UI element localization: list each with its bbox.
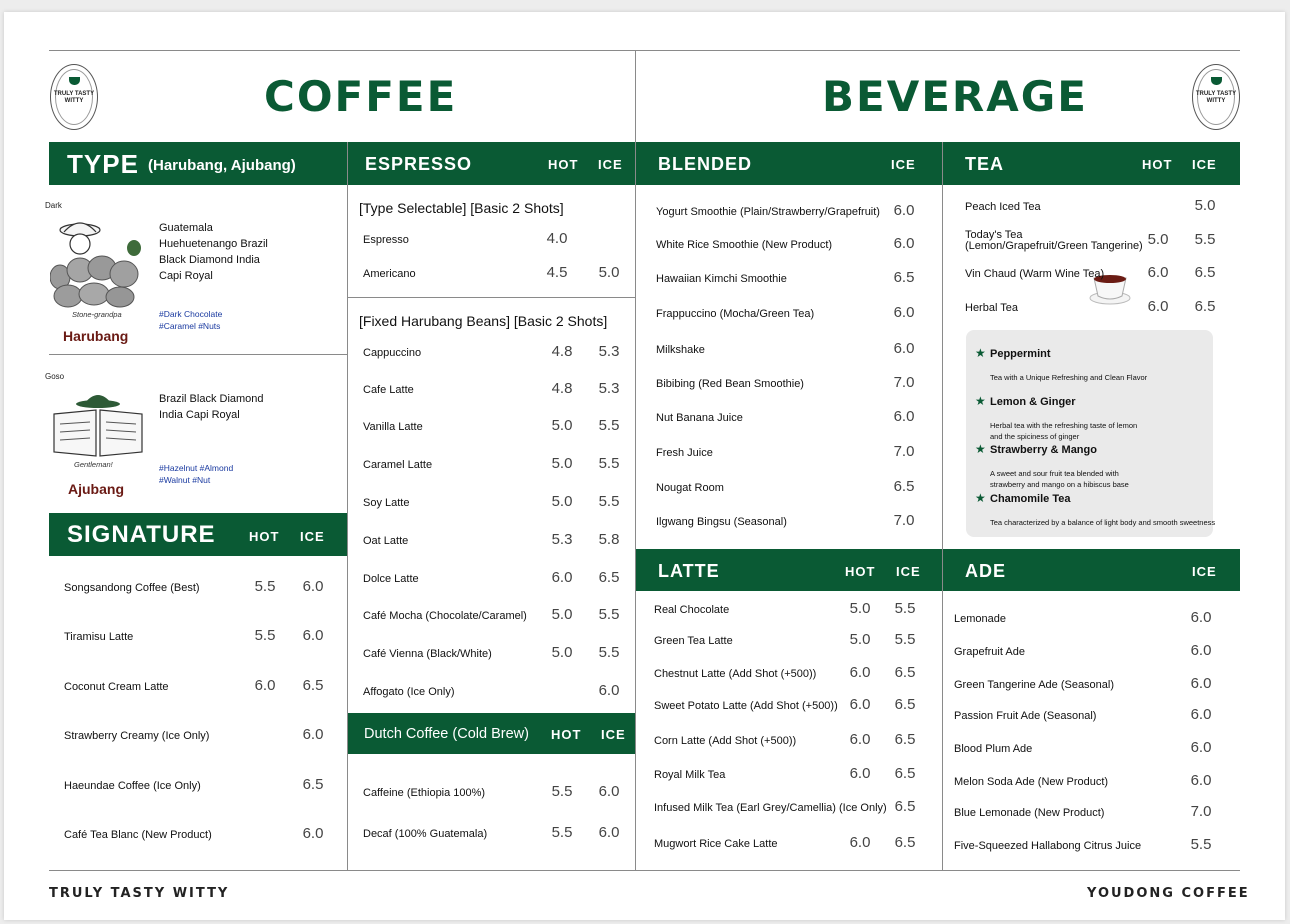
dark-bean-list — [159, 220, 268, 284]
menu-item-name: Yogurt Smoothie (Plain/Strawberry/Grapefruit) — [656, 206, 880, 218]
ice-price: 5.5 — [1190, 836, 1212, 853]
menu-item-name: Affogato (Ice Only) — [363, 686, 455, 698]
menu-item-name: Dolce Latte — [363, 573, 419, 585]
menu-item-name: Real Chocolate — [654, 604, 730, 616]
menu-item-name: Oat Latte — [363, 535, 409, 547]
menu-item-name: Soy Latte — [363, 497, 410, 509]
ade-bar — [943, 549, 1240, 591]
bean-name: Brazil Black Diamond — [159, 393, 264, 405]
hot-price: 6.0 — [849, 765, 871, 782]
latte-bar — [636, 549, 942, 591]
star-icon: ★ — [975, 346, 986, 360]
menu-item-name: Caffeine (Ethiopia 100%) — [363, 787, 486, 799]
ice-price: 6.5 — [1194, 298, 1216, 315]
menu-item-name: Chestnut Latte (Add Shot (+500)) — [654, 668, 817, 680]
divider-beverage — [942, 142, 943, 870]
divider-espresso-groups — [347, 297, 635, 298]
hot-price: 5.5 — [551, 824, 573, 841]
divider-coffee — [347, 142, 348, 870]
ice-label: ICE — [598, 157, 623, 172]
menu-item-name: Fresh Juice — [656, 447, 713, 459]
menu-item-name: Sweet Potato Latte (Add Shot (+500)) — [654, 700, 838, 712]
hot-price: 5.5 — [254, 578, 276, 595]
signature-bar — [49, 513, 347, 556]
ice-price: 6.0 — [893, 235, 915, 252]
tea-title: TEA — [965, 154, 1004, 174]
tea-bar — [943, 142, 1240, 185]
menu-item-name: Songsandong Coffee (Best) — [64, 582, 200, 594]
hot-price: 6.0 — [1147, 298, 1169, 315]
ice-price: 6.0 — [1190, 642, 1212, 659]
menu-item-name: Royal Milk Tea — [654, 769, 726, 781]
harubang-name: Harubang — [63, 328, 129, 344]
menu-item-name: Vanilla Latte — [363, 421, 423, 433]
ice-price: 6.0 — [1190, 772, 1212, 789]
dutch-bar — [348, 713, 635, 754]
ice-price: 6.0 — [1190, 739, 1212, 756]
menu-item-name: Milkshake — [656, 344, 705, 356]
ice-price: 7.0 — [893, 443, 915, 460]
ice-price: 6.5 — [302, 677, 324, 694]
hot-price: 5.0 — [1147, 231, 1169, 248]
herbal-tea-desc: strawberry and mango on a hibiscus base — [990, 480, 1129, 489]
hot-price: 4.8 — [551, 343, 573, 360]
gentleman-illustration — [50, 390, 146, 462]
dark-roast-label: Dark — [45, 201, 62, 210]
bean-name: Guatemala — [159, 222, 213, 234]
ice-price: 6.5 — [893, 269, 915, 286]
espresso-bar — [348, 142, 635, 185]
ice-price: 5.5 — [598, 606, 620, 623]
ice-price: 5.5 — [598, 417, 620, 434]
hot-label: HOT — [1142, 157, 1173, 172]
ice-label: ICE — [891, 157, 916, 172]
beverage-header: BEVERAGE — [822, 72, 1088, 121]
flavor-tag: #Hazelnut #Almond — [159, 463, 234, 473]
espresso-title: ESPRESSO — [365, 154, 473, 174]
type-title: TYPE — [67, 149, 139, 179]
brand-seal-left — [50, 64, 98, 130]
top-rule — [49, 50, 1240, 51]
ice-price: 5.3 — [598, 343, 620, 360]
hot-price: 6.0 — [849, 696, 871, 713]
hot-price: 5.0 — [849, 600, 871, 617]
seal-text: TRULY TASTY WITTY — [53, 91, 95, 104]
ice-label: ICE — [300, 529, 325, 544]
menu-item-name: Café Vienna (Black/White) — [363, 648, 492, 660]
ice-price: 6.5 — [894, 834, 916, 851]
ice-price: 6.0 — [598, 682, 620, 699]
ice-price: 6.5 — [598, 569, 620, 586]
ice-price: 5.3 — [598, 380, 620, 397]
herbal-tea-name: Strawberry & Mango — [990, 444, 1097, 456]
seal-text: TRULY TASTY WITTY — [1195, 91, 1237, 104]
ice-price: 6.0 — [893, 304, 915, 321]
menu-item-name: Bibibing (Red Bean Smoothie) — [656, 378, 804, 390]
herbal-tea-desc: A sweet and sour fruit tea blended with — [990, 469, 1119, 478]
hot-price: 4.8 — [551, 380, 573, 397]
ice-price: 6.0 — [598, 783, 620, 800]
ice-price: 6.0 — [1190, 609, 1212, 626]
menu-item-name: Café Mocha (Chocolate/Caramel) — [363, 610, 527, 622]
menu-item-name: Blood Plum Ade — [954, 743, 1033, 755]
menu-item-name: Hawaiian Kimchi Smoothie — [656, 273, 787, 285]
ice-price: 6.5 — [894, 731, 916, 748]
menu-item-name: Mugwort Rice Cake Latte — [654, 838, 778, 850]
hot-price: 4.5 — [546, 264, 568, 281]
herbal-tea-desc: Tea with a Unique Refreshing and Clean Flavor — [990, 373, 1148, 382]
star-icon: ★ — [975, 442, 986, 456]
menu-item-name: Vin Chaud (Warm Wine Tea) — [965, 268, 1105, 280]
latte-title: LATTE — [658, 561, 720, 581]
menu-item-name: Cappuccino — [363, 347, 422, 359]
ajubang-name: Ajubang — [68, 481, 124, 497]
hot-price: 6.0 — [551, 569, 573, 586]
ice-price: 6.0 — [302, 825, 324, 842]
divider-type — [49, 354, 347, 355]
hot-price: 5.0 — [551, 606, 573, 623]
dark-flavor-tags — [159, 308, 222, 332]
hot-price: 5.0 — [551, 455, 573, 472]
menu-item-name: Passion Fruit Ade (Seasonal) — [954, 710, 1097, 722]
hot-price: 6.0 — [849, 731, 871, 748]
menu-item-name: Five-Squeezed Hallabong Citrus Juice — [954, 840, 1142, 852]
menu-item-name: Green Tangerine Ade (Seasonal) — [954, 679, 1115, 691]
stone-grandpa-illustration — [50, 222, 150, 322]
ade-title: ADE — [965, 561, 1007, 581]
hot-price: 5.0 — [849, 631, 871, 648]
ice-price: 6.5 — [302, 776, 324, 793]
ice-price: 6.5 — [894, 664, 916, 681]
hot-label: HOT — [249, 529, 280, 544]
ice-price: 6.0 — [302, 578, 324, 595]
ice-price: 7.0 — [1190, 803, 1212, 820]
brand-seal-right — [1192, 64, 1240, 130]
ice-price: 6.0 — [893, 340, 915, 357]
menu-item-name: Blue Lemonade (New Product) — [954, 807, 1105, 819]
footer-left: TRULY TASTY WITTY — [49, 886, 230, 901]
menu-item-name: Americano — [363, 268, 416, 280]
bean-name: Huehuetenango Brazil — [159, 238, 268, 250]
type-subtitle: (Harubang, Ajubang) — [148, 157, 296, 174]
ice-price: 6.5 — [894, 765, 916, 782]
ice-price: 5.8 — [598, 531, 620, 548]
menu-item-name: Ilgwang Bingsu (Seasonal) — [656, 516, 787, 528]
flavor-tag: #Dark Chocolate — [159, 309, 223, 319]
menu-item-name: Decaf (100% Guatemala) — [363, 828, 488, 840]
herbal-tea-desc: and the spiciness of ginger — [990, 432, 1080, 441]
menu-item-name: Café Tea Blanc (New Product) — [64, 829, 212, 841]
menu-item-name: Today's Tea — [965, 229, 1023, 241]
herbal-tea-name: Chamomile Tea — [990, 493, 1071, 505]
menu-item-name: Corn Latte (Add Shot (+500)) — [654, 735, 797, 747]
menu-item-name: Espresso — [363, 234, 409, 246]
flavor-tag: #Walnut #Nut — [159, 475, 211, 485]
ice-price: 6.5 — [1194, 264, 1216, 281]
ice-price: 5.5 — [598, 493, 620, 510]
ice-price: 6.0 — [1190, 706, 1212, 723]
ice-price: 7.0 — [893, 374, 915, 391]
signature-title: SIGNATURE — [67, 521, 216, 548]
herbal-tea-name: Peppermint — [990, 348, 1051, 360]
bean-name: Capi Royal — [159, 270, 213, 282]
hot-price: 6.0 — [849, 664, 871, 681]
menu-item-name: Grapefruit Ade — [954, 646, 1025, 658]
type-bar — [49, 142, 347, 185]
hot-price: 5.5 — [551, 783, 573, 800]
bean-name: Black Diamond India — [159, 254, 260, 266]
menu-item-name: White Rice Smoothie (New Product) — [656, 239, 833, 251]
star-icon: ★ — [975, 491, 986, 505]
ice-price: 5.0 — [1194, 197, 1216, 214]
ice-label: ICE — [896, 564, 921, 579]
menu-item-name: Tiramisu Latte — [64, 631, 134, 643]
ice-price: 5.0 — [598, 264, 620, 281]
ice-price: 5.5 — [894, 631, 916, 648]
menu-item-name: Strawberry Creamy (Ice Only) — [64, 730, 210, 742]
goso-flavor-tags — [159, 462, 233, 486]
goso-roast-label: Goso — [45, 372, 65, 381]
menu-item-name: Coconut Cream Latte — [64, 681, 169, 693]
footer-right: YOUDONG COFFEE — [1087, 886, 1250, 901]
dark-caption: Stone-grandpa — [72, 310, 122, 319]
ice-price: 6.5 — [894, 696, 916, 713]
ice-price: 5.5 — [598, 455, 620, 472]
ice-price: 6.0 — [302, 627, 324, 644]
ice-price: 6.0 — [598, 824, 620, 841]
menu-item-name: Herbal Tea — [965, 302, 1018, 314]
ice-price: 5.5 — [598, 644, 620, 661]
menu-item-name: Haeundae Coffee (Ice Only) — [64, 780, 201, 792]
ice-price: 7.0 — [893, 512, 915, 529]
ice-price: 6.0 — [1190, 675, 1212, 692]
menu-item-name: Green Tea Latte — [654, 635, 733, 647]
hot-price: 6.0 — [1147, 264, 1169, 281]
menu-item-name: Nougat Room — [656, 482, 724, 494]
hot-price: 5.0 — [551, 644, 573, 661]
ice-price: 6.0 — [302, 726, 324, 743]
ice-price: 5.5 — [894, 600, 916, 617]
hot-price: 4.0 — [546, 230, 568, 247]
menu-item-name: Frappuccino (Mocha/Green Tea) — [656, 308, 815, 320]
coffee-header: COFFEE — [264, 72, 458, 121]
herbal-tea-desc: Herbal tea with the refreshing taste of lemon — [990, 421, 1138, 430]
goso-caption: Gentleman! — [74, 460, 113, 469]
menu-item-name: Cafe Latte — [363, 384, 414, 396]
hot-label: HOT — [845, 564, 876, 579]
hot-price: 6.0 — [849, 834, 871, 851]
menu-item-name: Caramel Latte — [363, 459, 433, 471]
hot-label: HOT — [551, 727, 582, 742]
ice-price: 6.5 — [894, 798, 916, 815]
goso-bean-list — [159, 391, 264, 423]
hot-price: 5.0 — [551, 493, 573, 510]
hot-price: 5.5 — [254, 627, 276, 644]
menu-item-name: Infused Milk Tea (Earl Grey/Camellia) (Ice Only) — [654, 802, 887, 814]
hot-label: HOT — [548, 157, 579, 172]
menu-item-name: Nut Banana Juice — [656, 412, 743, 424]
menu-item-name: Lemonade — [954, 613, 1006, 625]
hot-price: 5.0 — [551, 417, 573, 434]
ice-price: 6.0 — [893, 408, 915, 425]
ice-price: 6.0 — [893, 202, 915, 219]
ice-price: 5.5 — [1194, 231, 1216, 248]
espresso-group-1: [Type Selectable] [Basic 2 Shots] — [359, 200, 564, 216]
blended-bar — [636, 142, 942, 185]
ice-label: ICE — [1192, 564, 1217, 579]
menu-item-name-line2: (Lemon/Grapefruit/Green Tangerine) — [965, 240, 1143, 252]
menu-item-name: Peach Iced Tea — [965, 201, 1041, 213]
espresso-group-2: [Fixed Harubang Beans] [Basic 2 Shots] — [359, 313, 608, 329]
ice-price: 6.5 — [893, 478, 915, 495]
ice-label: ICE — [601, 727, 626, 742]
dutch-title: Dutch Coffee (Cold Brew) — [364, 726, 529, 742]
menu-item-name: Melon Soda Ade (New Product) — [954, 776, 1109, 788]
bean-name: India Capi Royal — [159, 409, 240, 421]
star-icon: ★ — [975, 394, 986, 408]
hot-price: 6.0 — [254, 677, 276, 694]
blended-title: BLENDED — [658, 154, 753, 174]
herbal-tea-desc: Tea characterized by a balance of light body and smooth sweetness — [990, 518, 1216, 527]
flavor-tag: #Caramel #Nuts — [159, 321, 221, 331]
herbal-tea-name: Lemon & Ginger — [990, 396, 1076, 408]
hot-price: 5.3 — [551, 531, 573, 548]
ice-label: ICE — [1192, 157, 1217, 172]
bottom-rule — [49, 870, 1240, 871]
